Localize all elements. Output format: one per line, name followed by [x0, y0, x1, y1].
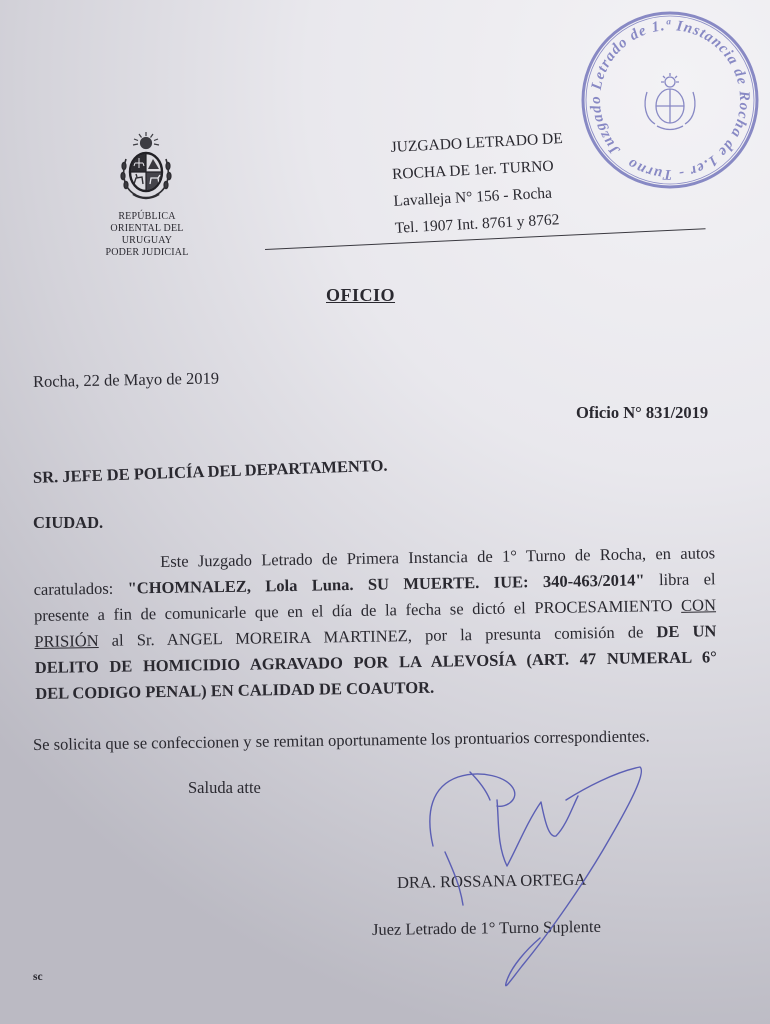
- crest-caption-line: REPÚBLICA: [118, 211, 176, 222]
- date-line: Rocha, 22 de Mayo de 2019: [32, 368, 220, 391]
- crest-caption-line: PODER JUDICIAL: [105, 247, 189, 258]
- crest-caption: [97, 211, 197, 259]
- crest-caption-line: ORIENTAL DEL: [110, 223, 184, 234]
- body-text: caratulados:: [33, 578, 128, 599]
- reference-number: Oficio N° 831/2019: [576, 403, 709, 422]
- signature-stroke: [430, 774, 515, 846]
- crest-caption-line: URUGUAY: [121, 235, 173, 246]
- sun-icon: [133, 132, 159, 149]
- charge-text: DEL CODIGO PENAL) EN CALIDAD DE COAUTOR.: [35, 677, 435, 703]
- signatory-name: DRA. ROSSANA ORTEGA: [396, 869, 587, 892]
- court-seal-stamp: [575, 6, 765, 196]
- document-title: OFICIO: [326, 285, 396, 305]
- court-header: [390, 125, 568, 242]
- addressee: SR. JEFE DE POLICÍA DEL DEPARTAMENTO.: [32, 455, 388, 487]
- underlined-text: CON: [680, 595, 717, 615]
- coat-of-arms-icon: [114, 132, 178, 204]
- stamp-text: Juzgado Letrado de 1.ª Instancia de Rocha de 1.er - Turno: [587, 17, 753, 183]
- initials: sc: [33, 971, 43, 983]
- signature-stroke: [470, 772, 490, 800]
- court-name-line: JUZGADO LETRADO DE: [390, 129, 564, 156]
- court-turn-line: ROCHA DE 1er. TURNO: [391, 157, 554, 183]
- stamp-crest-icon: [645, 73, 695, 130]
- case-caption: "CHOMNALEZ, Lola Luna. SU MUERTE. IUE: 340-463/2014": [127, 570, 645, 598]
- body-text: libra el: [644, 569, 716, 590]
- charge-text: DE UN: [656, 621, 717, 642]
- court-phone-line: Tel. 1907 Int. 8761 y 8762: [394, 211, 560, 237]
- body-paragraph: [33, 540, 717, 707]
- signature-stroke: [497, 796, 578, 866]
- underlined-text: PRISIÓN: [34, 630, 99, 651]
- court-address-line: Lavalleja N° 156 - Rocha: [393, 184, 553, 210]
- body-text: presente a fin de comunicarle que en el día de la fecha se dictó el PROCESAMIENTO: [33, 595, 682, 625]
- body-text: al Sr. ANGEL MOREIRA MARTINEZ, por la presunta comisión de: [98, 622, 657, 650]
- closing: Saluda atte: [188, 778, 261, 797]
- shield: [130, 153, 162, 191]
- city: CIUDAD.: [33, 513, 104, 532]
- request-line: Se solicita que se confeccionen y se remitan oportunamente los prontuarios correspondientes.: [32, 726, 650, 754]
- body-text: Este Juzgado Letrado de Primera Instancia de 1° Turno de Rocha, en autos: [160, 543, 716, 572]
- signatory-title: Juez Letrado de 1° Turno Suplente: [371, 916, 601, 939]
- charge-text: DELITO DE HOMICIDIO AGRAVADO POR LA ALEVOSÍA (ART. 47 NUMERAL 6°: [34, 647, 717, 677]
